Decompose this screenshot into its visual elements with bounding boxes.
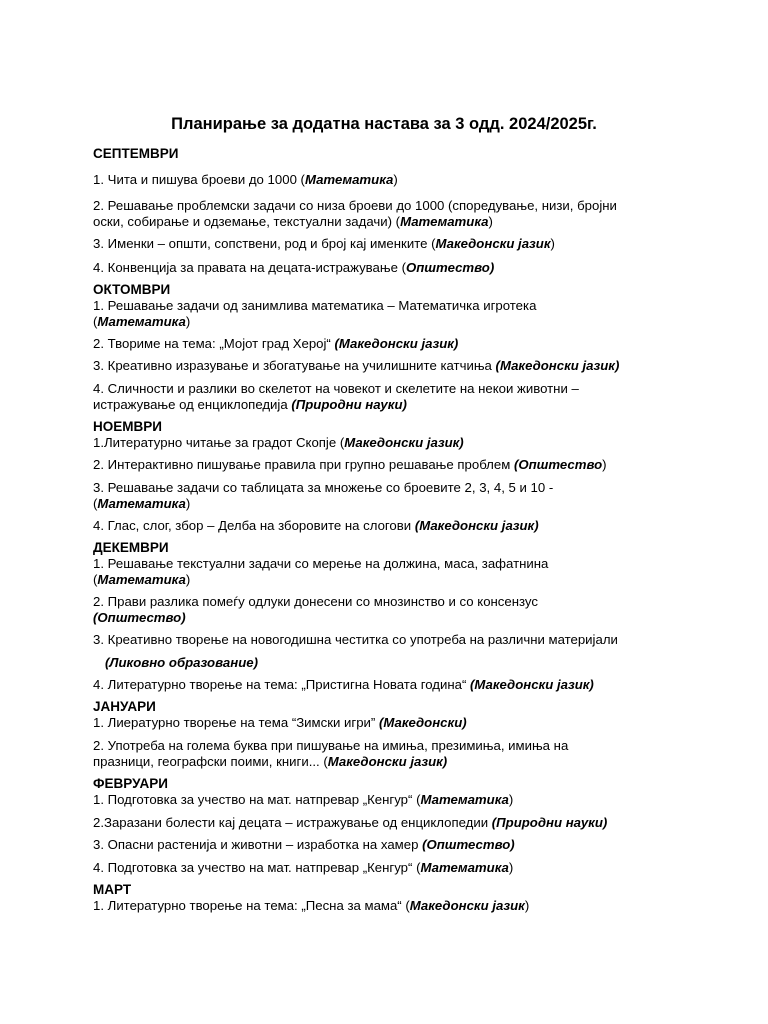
line-text: ДЕКЕМВРИ — [93, 540, 169, 555]
month-heading — [93, 540, 683, 556]
line-suffix: ) — [185, 496, 191, 511]
month-heading — [93, 699, 683, 715]
line-suffix: ) — [185, 572, 191, 587]
subject-label: Математика — [97, 572, 186, 587]
line-text: 4. Литературно творење на тема: „Пристигна Новата година“ — [93, 677, 470, 692]
plan-line — [93, 198, 683, 214]
line-text: истражување од енциклопедија — [93, 397, 292, 412]
subject-label: Математика — [97, 496, 186, 511]
line-text: 4. Конвенција за правата на децата-истражување ( — [93, 260, 406, 275]
plan-line — [93, 610, 683, 626]
subject-label: (Македонски јазик) — [495, 358, 620, 373]
line-text: 4. Сличности и разлики во скелетот на човекот и скелетите на некои животни – — [93, 381, 579, 396]
line-text: 3. Опасни растенија и животни – изработка на хамер — [93, 837, 423, 852]
plan-line — [93, 397, 683, 413]
line-text: 1. Подготовка за учество на мат. натпревар „Кенгур“ ( — [93, 792, 421, 807]
subject-label: Општество) — [405, 260, 495, 275]
plan-line — [93, 792, 683, 808]
line-text: 1.Литературно читање за градот Скопје ( — [93, 435, 345, 450]
subject-label: Македонски јазик) — [344, 435, 464, 450]
subject-label: (Македонски) — [378, 715, 467, 730]
line-text: ( — [93, 314, 98, 329]
line-text: 2. Интерактивно пишување правила при групно решавање проблем — [93, 457, 514, 472]
line-text: ( — [93, 496, 98, 511]
line-text: 1. Решавање текстуални задачи со мерење на должина, маса, зафатнина — [93, 556, 549, 571]
plan-line — [93, 738, 683, 754]
subject-label: Математика — [304, 172, 394, 187]
month-heading — [93, 776, 683, 792]
plan-line — [93, 260, 683, 276]
subject-label: Македонски јазик) — [327, 754, 448, 769]
line-text: 2. Твориме на тема: „Мојот град Херој“ — [93, 336, 335, 351]
line-text: оски, собирање и одземање, текстуални задачи) ( — [93, 214, 401, 229]
line-text: МАРТ — [93, 882, 132, 897]
subject-label: (Природни науки) — [291, 397, 407, 412]
document-title: Планирање за додатна настава за 3 одд. 2024/2025г. — [171, 115, 597, 133]
subject-label: (Македонски јазик) — [470, 677, 594, 692]
plan-line — [93, 754, 683, 770]
plan-line — [93, 815, 683, 831]
plan-line — [93, 715, 683, 731]
line-text: СЕПТЕМВРИ — [93, 146, 179, 161]
plan-line — [93, 677, 683, 693]
line-text: 2. Прави разлика помеѓу одлуки донесени со мнозинство и со консензус — [93, 594, 538, 609]
plan-line — [93, 214, 683, 230]
subject-label: Математика — [420, 792, 509, 807]
plan-line — [93, 336, 683, 352]
subject-label: Математика — [420, 860, 509, 875]
subject-label: (Општество) — [422, 837, 515, 852]
line-suffix: ) — [524, 898, 530, 913]
subject-label: Математика — [97, 314, 186, 329]
plan-line — [93, 314, 683, 330]
line-text: 1. Решавање задачи од занимлива математика – Математичка игротека — [93, 298, 537, 313]
plan-line — [93, 518, 683, 534]
month-heading — [93, 146, 683, 162]
line-text: НОЕМВРИ — [93, 419, 162, 434]
line-text: 1. Лиературно творење на тема “Зимски игри” — [93, 715, 379, 730]
month-heading — [93, 882, 683, 898]
line-text: 3. Креативно изразување и збогатување на училишните катчиња — [93, 358, 496, 373]
plan-line — [105, 655, 695, 671]
line-text: ФЕВРУАРИ — [93, 776, 168, 791]
plan-line — [93, 298, 683, 314]
line-text: 3. Именки – општи, сопствени, род и број кај именките ( — [93, 236, 436, 251]
line-suffix: ) — [550, 236, 555, 251]
plan-line — [93, 457, 683, 473]
subject-label: Математика — [400, 214, 489, 229]
plan-line — [93, 632, 683, 648]
plan-line — [93, 594, 683, 610]
plan-line — [93, 496, 683, 512]
month-heading — [93, 282, 683, 298]
plan-line — [93, 898, 683, 914]
plan-line — [93, 236, 683, 252]
line-text: 3. Решавање задачи со таблицата за множење со броевите 2, 3, 4, 5 и 10 - — [93, 480, 554, 495]
line-text: ( — [93, 572, 98, 587]
line-suffix: ) — [508, 860, 514, 875]
subject-label: (Општество) — [93, 610, 186, 625]
line-suffix: ) — [602, 457, 607, 472]
subject-label: (Македонски јазик) — [414, 518, 539, 533]
subject-label: (Општество — [513, 457, 603, 472]
line-suffix: ) — [185, 314, 191, 329]
subject-label: (Ликовно образование) — [105, 655, 258, 670]
subject-label: Македонски јазик — [409, 898, 525, 913]
line-text: 4. Подготовка за учество на мат. натпревар „Кенгур“ ( — [93, 860, 421, 875]
line-text: ЈАНУАРИ — [93, 699, 156, 714]
line-text: 2. Употреба на голема буква при пишување на имиња, презимиња, имиња на — [93, 738, 569, 753]
line-text: празници, географски поими, книги... ( — [93, 754, 328, 769]
plan-line — [93, 556, 683, 572]
line-text: 2. Решавање проблемски задачи со низа броеви до 1000 (споредување, низи, бројни — [93, 198, 617, 213]
line-text: ОКТОМВРИ — [93, 282, 171, 297]
subject-label: (Македонски јазик) — [334, 336, 459, 351]
line-suffix: ) — [488, 214, 493, 229]
subject-label: Македонски јазик — [435, 236, 551, 251]
line-text: 1. Литературно творење на тема: „Песна за мама“ ( — [93, 898, 410, 913]
plan-line — [93, 572, 683, 588]
plan-line — [93, 435, 683, 451]
line-text: 1. Чита и пишува броеви до 1000 ( — [93, 172, 305, 187]
month-heading — [93, 419, 683, 435]
line-suffix: ) — [393, 172, 398, 187]
line-text: 2.Заразани болести кај децата – истражување од енциклопедии — [93, 815, 492, 830]
plan-line — [93, 837, 683, 853]
subject-label: (Природни науки) — [491, 815, 608, 830]
plan-line — [93, 381, 683, 397]
line-suffix: ) — [508, 792, 514, 807]
plan-line — [93, 358, 683, 374]
plan-line — [93, 860, 683, 876]
line-text: 4. Глас, слог, збор – Делба на зборовите на слогови — [93, 518, 415, 533]
line-text: 3. Креативно творење на новогодишна честитка со употреба на различни материјали — [93, 632, 618, 647]
plan-line — [93, 480, 683, 496]
plan-line — [93, 172, 683, 188]
